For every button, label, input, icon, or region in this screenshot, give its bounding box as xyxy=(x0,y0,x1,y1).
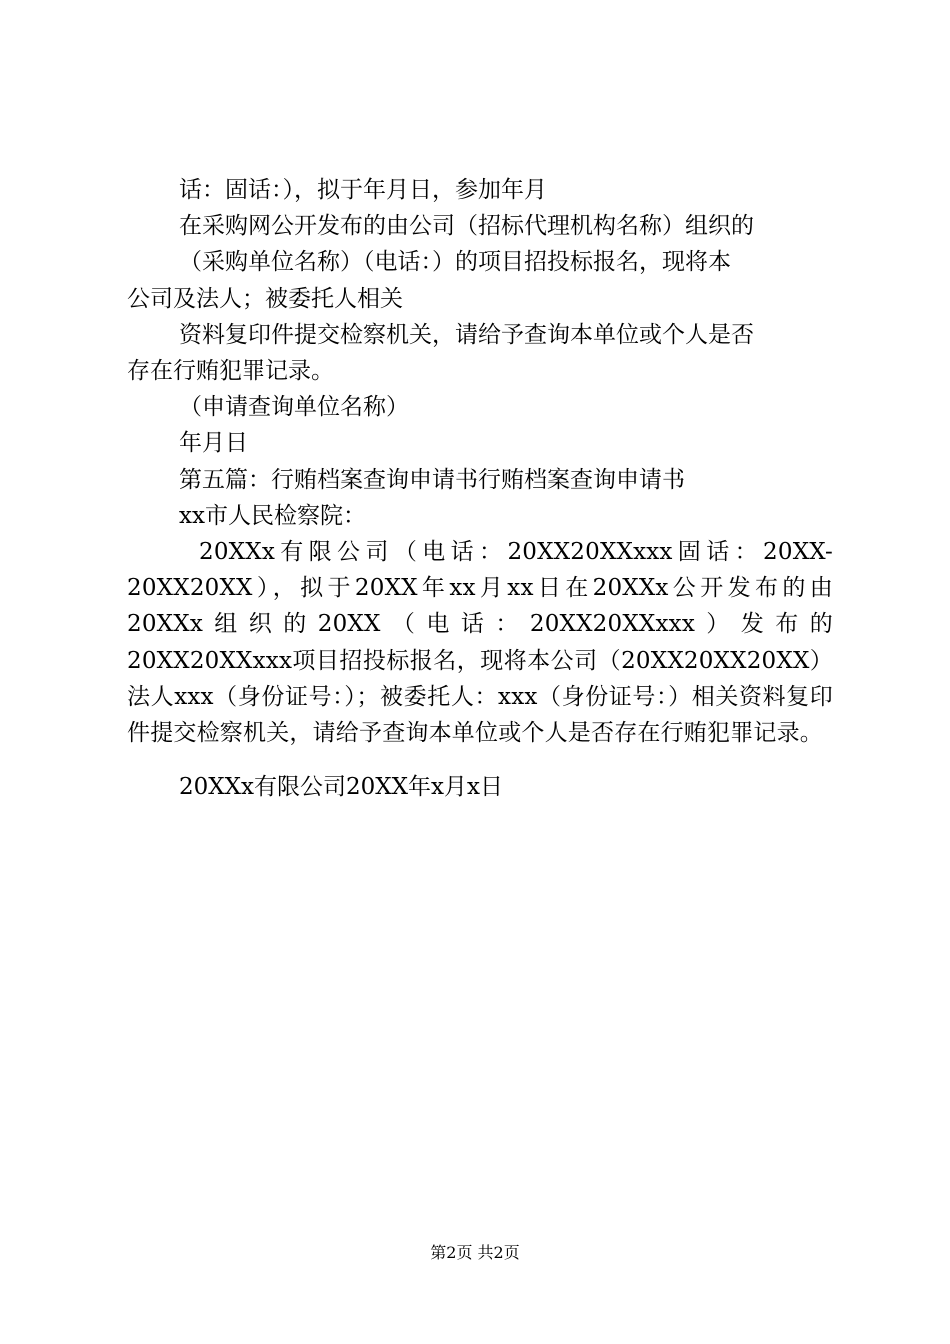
text-line: （采购单位名称）（电话：）的项目招投标报名，现将本 xyxy=(179,249,731,276)
document-body xyxy=(127,172,833,805)
text-line: 资料复印件提交检察机关，请给予查询本单位或个人是否 xyxy=(179,321,754,348)
text-line: 话：固话：），拟于年月日，参加年月 xyxy=(179,177,547,203)
text-line: （申请查询单位名称） xyxy=(179,394,409,421)
text-line: 公司及法人；被委托人相关 xyxy=(127,285,403,312)
paragraph-spacer xyxy=(127,751,833,769)
text-line: 存在行贿犯罪记录。 xyxy=(127,358,334,385)
page-number-footer: 第2页 共2页 xyxy=(430,1243,520,1262)
recipient-line: xx市人民检察院： xyxy=(179,502,366,529)
text-line: 年月日 xyxy=(179,430,248,457)
application-paragraph: 20XXx有限公司（电话：20XX20XXxxx固话：20XX-20XX20XX），拟于20XX年xx月xx日在20XXx公开发布的由20XXx组织的20XX（电话：20XX20XXxxx）发布的20XX20XXxxx项目招投标报名，现将本公司（20XX20XX20XX）法人xxx（身份证号：）；被委托人：xxx（身份证号：）相关资料复印件提交检察机关，请给予查询本单位或个人是否存在行贿犯罪记录。 xyxy=(127,539,833,747)
signature-line: 20XXx有限公司20XX年x月x日 xyxy=(179,774,503,801)
section-heading: 第五篇：行贿档案查询申请书行贿档案查询申请书 xyxy=(179,466,685,493)
text-line: 在采购网公开发布的由公司（招标代理机构名称）组织的 xyxy=(179,213,754,240)
